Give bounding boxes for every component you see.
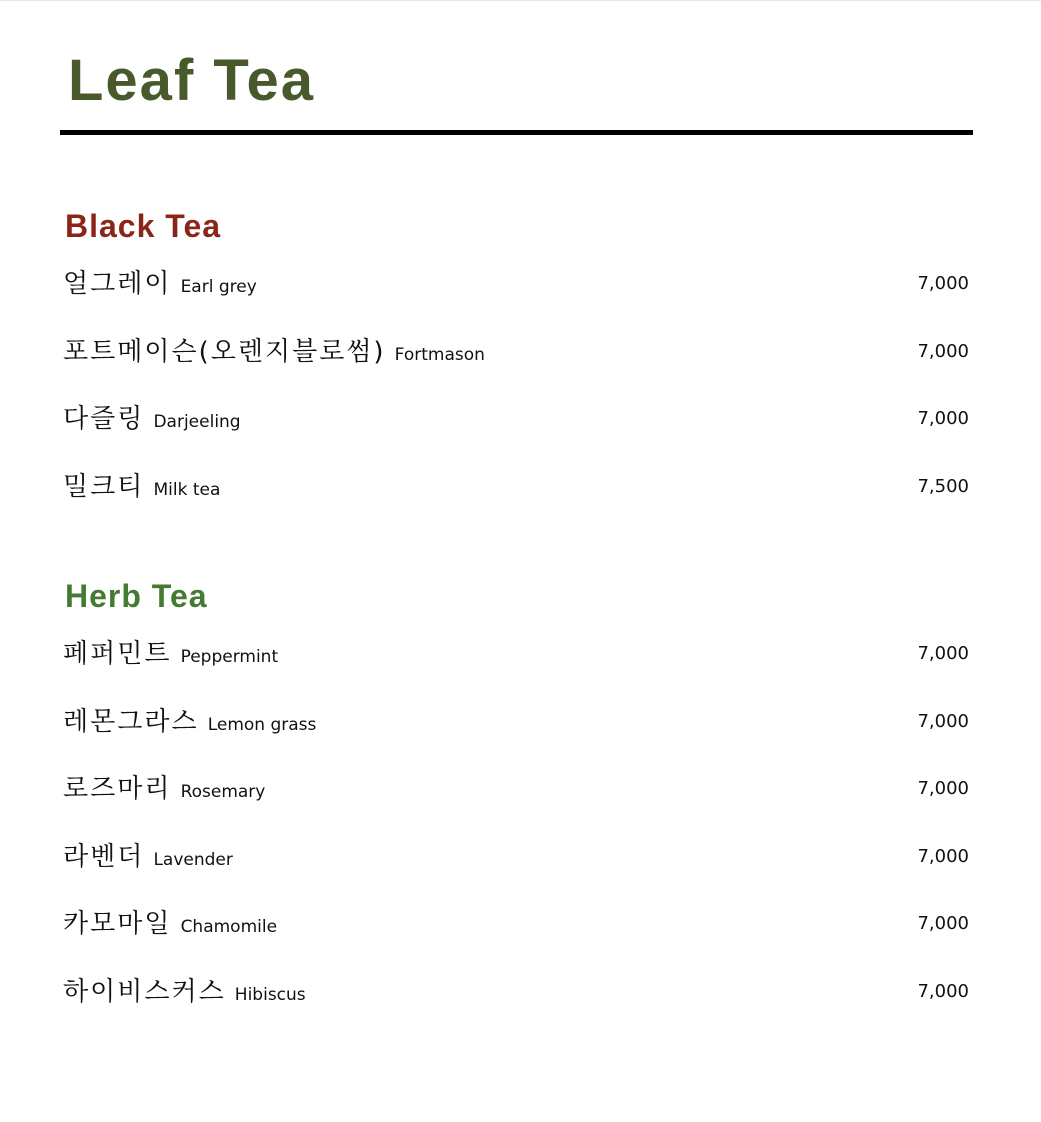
menu-item-darjeeling	[0, 399, 1041, 467]
item-name-english: Fortmason	[394, 344, 485, 365]
item-name-english: Hibiscus	[234, 984, 306, 1005]
item-name	[63, 634, 278, 677]
item-price: 7,000	[917, 643, 969, 664]
menu-item-chamomile	[0, 904, 1041, 972]
item-price: 7,000	[917, 980, 969, 1002]
item-name	[63, 769, 265, 812]
title-divider	[60, 130, 973, 135]
item-name-korean: 하이비스커스	[63, 976, 226, 1007]
item-name	[63, 264, 257, 307]
item-name	[63, 399, 241, 442]
item-name-english: Darjeeling	[153, 412, 241, 432]
item-name-korean: 페퍼민트	[63, 639, 172, 669]
section-heading-herb-tea: Herb Tea	[65, 578, 208, 614]
item-name-english: Lemon grass	[207, 714, 317, 735]
item-name-korean: 얼그레이	[63, 269, 172, 299]
menu-item-milk-tea	[0, 467, 1041, 535]
item-name	[63, 904, 277, 947]
item-name-korean: 포트메이슨(오렌지블로썸)	[63, 336, 386, 367]
item-name-english: Milk tea	[153, 479, 221, 500]
item-price: 7,500	[917, 475, 969, 497]
item-price: 7,000	[917, 273, 969, 294]
item-price: 7,000	[917, 778, 969, 799]
page-top-edge	[0, 0, 1041, 1]
item-price: 7,000	[917, 913, 969, 934]
menu-item-lavender	[0, 837, 1041, 905]
item-name-korean: 로즈마리	[63, 774, 172, 804]
menu-item-rosemary	[0, 769, 1041, 837]
item-name-english: Lavender	[153, 849, 233, 870]
menu-item-fortmason	[0, 332, 1041, 400]
item-name	[63, 972, 306, 1015]
page-title: Leaf Tea	[68, 48, 316, 113]
item-name-korean: 밀크티	[63, 471, 145, 502]
item-name-korean: 카모마일	[63, 909, 172, 939]
item-name	[63, 467, 220, 510]
item-price: 7,000	[917, 408, 969, 429]
menu-item-earl-grey	[0, 264, 1041, 332]
item-name-korean: 다즐링	[63, 404, 145, 434]
item-name-korean: 라벤더	[63, 841, 145, 872]
item-price: 7,000	[917, 710, 969, 732]
menu-item-peppermint	[0, 634, 1041, 702]
menu-item-lemon-grass	[0, 702, 1041, 770]
menu-item-hibiscus	[0, 972, 1041, 1040]
item-price: 7,000	[917, 340, 969, 362]
black-tea-list	[0, 264, 1041, 534]
item-name	[63, 332, 485, 375]
item-name-korean: 레몬그라스	[63, 706, 199, 737]
herb-tea-list	[0, 634, 1041, 1039]
item-price: 7,000	[917, 845, 969, 867]
item-name-english: Chamomile	[180, 917, 278, 937]
item-name-english: Earl grey	[180, 277, 257, 297]
item-name	[63, 702, 316, 745]
item-name	[63, 837, 233, 880]
item-name-english: Rosemary	[180, 782, 266, 802]
item-name-english: Peppermint	[180, 647, 279, 667]
section-heading-black-tea: Black Tea	[65, 208, 222, 244]
